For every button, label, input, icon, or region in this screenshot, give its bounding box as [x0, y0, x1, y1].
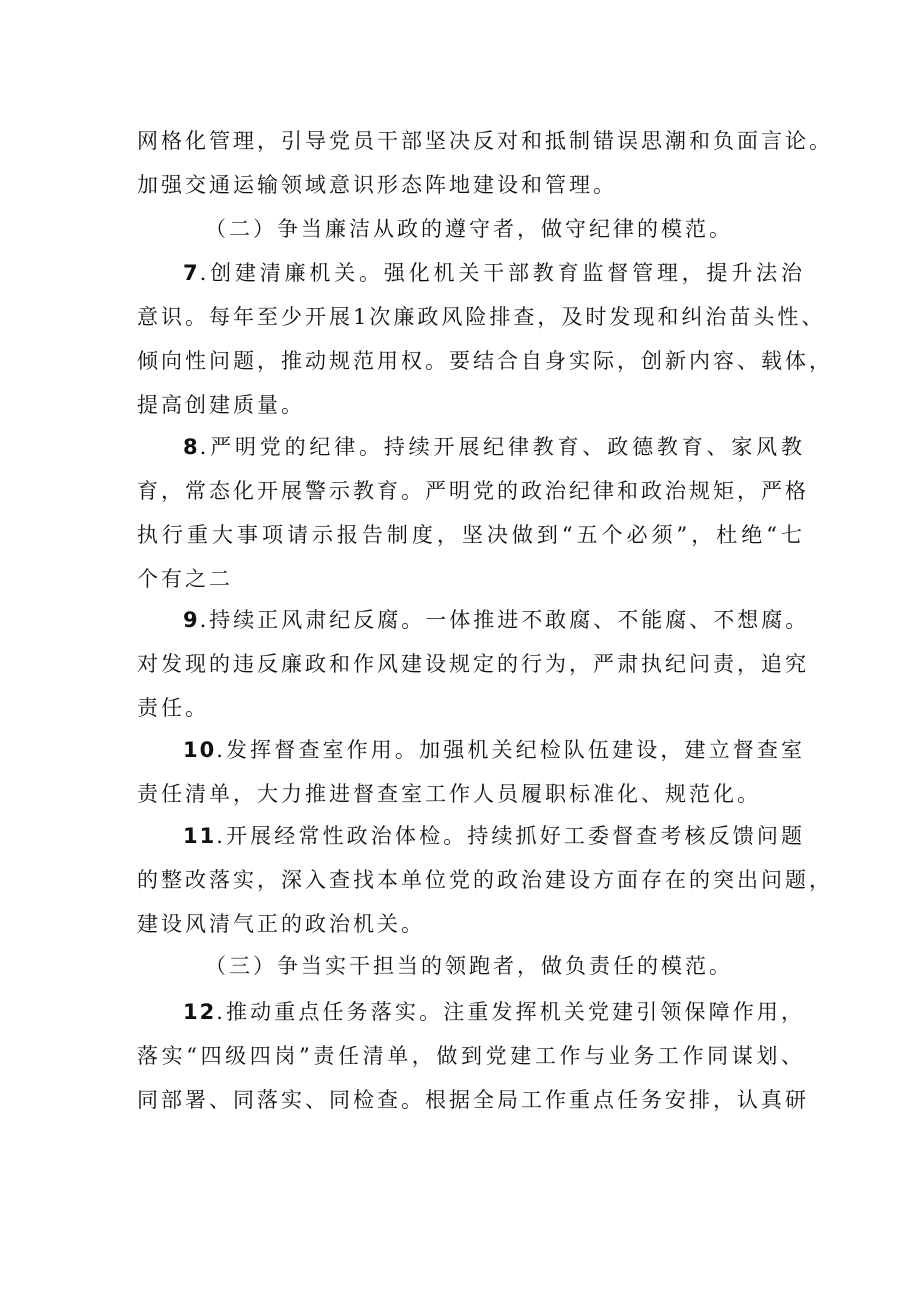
- text-line: 建设风清气正的政治机关。: [137, 912, 425, 936]
- item-number: 8: [183, 435, 200, 459]
- text-line: 育，常态化开展警示教育。严明党的政治纪律和政治规矩，严格: [137, 479, 809, 503]
- section-heading-text: （二）争当廉洁从政的遵守者，做守纪律的模范。: [205, 217, 733, 241]
- text-line: 对发现的违反廉政和作风建设规定的行为，严肃执纪问责，追究: [137, 652, 809, 676]
- text-line: [137, 425, 805, 469]
- item-number: 11: [183, 824, 217, 848]
- text-line: 同部署、同落实、同检查。根据全局工作重点任务安排，认真研: [137, 1088, 809, 1112]
- list-item-9: [137, 598, 810, 730]
- text-line: [137, 598, 810, 642]
- text-line: [137, 990, 805, 1034]
- text-line: [137, 814, 805, 858]
- text-line: 加强交通运输领域意识形态阵地建设和管理。: [137, 173, 617, 197]
- item-title-text: .持续正风肃纪反腐。一体推进不敢腐、不能腐、不想腐。: [199, 608, 810, 632]
- item-number: 9: [183, 608, 200, 632]
- list-item-8: [137, 425, 809, 601]
- item-title-text: .严明党的纪律。持续开展纪律教育、政德教育、家风教: [199, 435, 805, 459]
- item-title-text: .开展经常性政治体检。持续抓好工委督查考核反馈问题: [216, 824, 805, 848]
- text-line: 落实“四级四岗”责任清单，做到党建工作与业务工作同谋划、: [137, 1044, 805, 1068]
- text-line: 的整改落实，深入查找本单位党的政治建设方面存在的突出问题，: [137, 868, 833, 892]
- item-title-text: .推动重点任务落实。注重发挥机关党建引领保障作用，: [216, 1000, 805, 1024]
- item-number: 7: [183, 261, 200, 285]
- text-line: 意识。每年至少开展1次廉政风险排查，及时发现和纠治苗头性、: [137, 305, 826, 329]
- section-heading-3: [137, 944, 805, 988]
- text-line: 提高创建质量。: [137, 393, 305, 417]
- text-line: [137, 728, 805, 772]
- text-line: 倾向性问题，推动规范用权。要结合自身实际，创新内容、载体，: [137, 349, 833, 373]
- section-heading-2: [137, 207, 805, 251]
- paragraph-ideology-continuation: [137, 119, 833, 207]
- text-line: [137, 251, 805, 295]
- item-number: 10: [183, 738, 217, 762]
- list-item-7: [137, 251, 833, 427]
- text-line: 执行重大事项请示报告制度，坚决做到“五个必须”，杜绝“七: [137, 523, 805, 547]
- text-line: 网格化管理，引导党员干部坚决反对和抵制错误思潮和负面言论。: [137, 129, 833, 153]
- list-item-11: [137, 814, 833, 946]
- list-item-10: [137, 728, 805, 816]
- item-number: 12: [183, 1000, 217, 1024]
- item-title-text: .发挥督查室作用。加强机关纪检队伍建设，建立督查室: [216, 738, 805, 762]
- section-heading-text: （三）争当实干担当的领跑者，做负责任的模范。: [205, 954, 733, 978]
- text-line: 个有之二: [137, 567, 233, 591]
- item-title-text: .创建清廉机关。强化机关干部教育监督管理，提升法治: [199, 261, 805, 285]
- text-line: 责任。: [137, 696, 209, 720]
- text-line: 责任清单，大力推进督查室工作人员履职标准化、规范化。: [137, 782, 761, 806]
- list-item-12: [137, 990, 809, 1122]
